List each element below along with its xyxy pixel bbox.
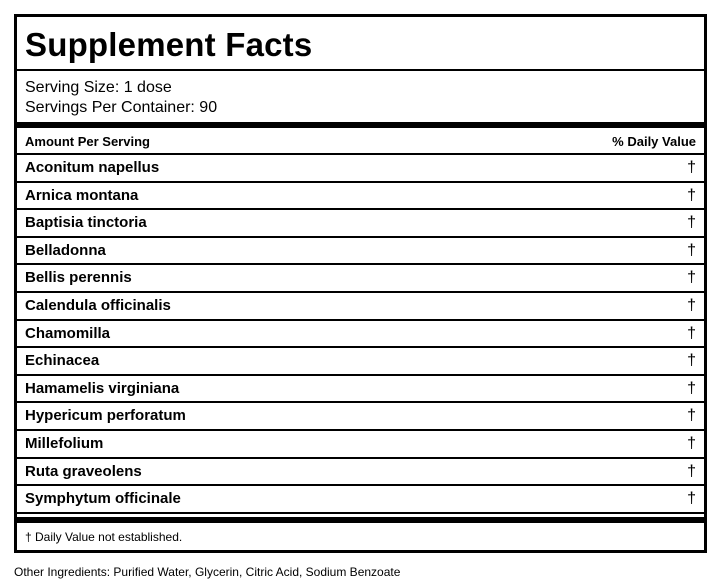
ingredient-row [17,183,704,211]
ingredient-name: Calendula officinalis [25,296,171,314]
ingredient-name: Symphytum officinale [25,490,181,508]
daily-value-dagger: † [687,352,696,370]
ingredient-row [17,459,704,487]
amount-per-serving-header: Amount Per Serving [25,134,150,149]
title-divider [17,69,704,71]
daily-value-dagger: † [687,324,696,342]
ingredient-row [17,155,704,183]
ingredient-name: Chamomilla [25,324,111,342]
ingredient-name: Bellis perennis [25,269,132,287]
ingredient-name: Hypericum perforatum [25,407,186,425]
daily-value-dagger: † [687,462,696,480]
serving-size: Serving Size: 1 dose [25,79,172,96]
daily-value-dagger: † [687,186,696,204]
ingredient-name: Arnica montana [25,186,139,204]
ingredient-name: Hamamelis virginiana [25,379,180,397]
ingredient-list [17,155,704,514]
daily-value-header: % Daily Value [612,134,696,149]
ingredient-name: Baptisia tinctoria [25,214,147,232]
ingredient-row [17,348,704,376]
daily-value-dagger: † [687,434,696,452]
thick-divider-top [17,122,704,128]
panel-title: Supplement Facts [25,26,313,63]
ingredient-row [17,376,704,404]
daily-value-dagger: † [687,241,696,259]
supplement-facts-panel [14,14,707,553]
ingredient-row [17,265,704,293]
daily-value-footnote: † Daily Value not established. [25,530,183,544]
thick-divider-bottom [17,517,704,523]
serving-info [25,78,217,118]
ingredient-name: Belladonna [25,241,106,259]
ingredient-row [17,238,704,266]
ingredient-name: Echinacea [25,352,100,370]
ingredient-row [17,293,704,321]
daily-value-dagger: † [687,379,696,397]
servings-per-container: Servings Per Container: 90 [25,99,218,116]
ingredient-name: Ruta graveolens [25,462,142,480]
ingredient-row [17,210,704,238]
table-header [25,132,696,152]
daily-value-dagger: † [687,407,696,425]
ingredient-name: Aconitum napellus [25,159,160,176]
daily-value-dagger: † [687,269,696,287]
daily-value-dagger: † [687,159,696,176]
ingredient-row [17,486,704,514]
daily-value-dagger: † [687,296,696,314]
daily-value-dagger: † [687,214,696,232]
ingredient-row [17,431,704,459]
other-ingredients: Other Ingredients: Purified Water, Glycerin, Citric Acid, Sodium Benzoate [14,565,401,579]
ingredient-row [17,403,704,431]
ingredient-name: Millefolium [25,434,104,452]
ingredient-row [17,321,704,349]
daily-value-dagger: † [687,490,696,508]
